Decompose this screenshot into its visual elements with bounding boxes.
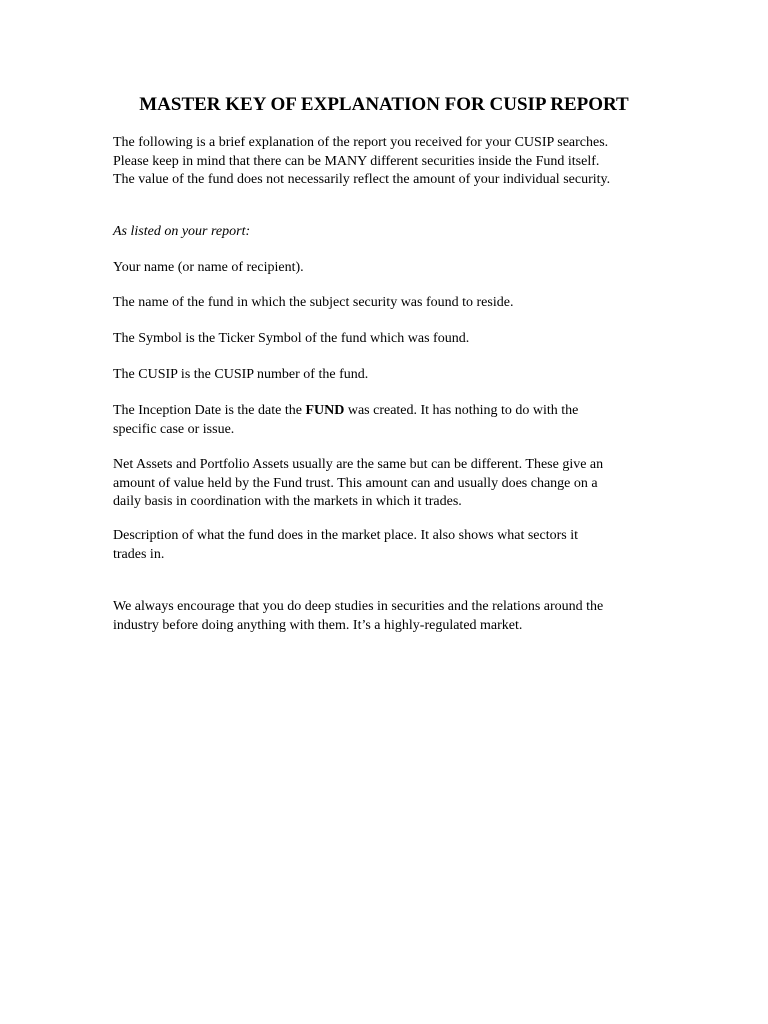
intro-line: The following is a brief explanation of the report you received for your CUSIP searches. bbox=[113, 135, 609, 150]
item-fund-name: The name of the fund in which the subject security was found to reside. bbox=[113, 295, 514, 310]
assets-line: Net Assets and Portfolio Assets usually are the same but can be different. These give an bbox=[113, 457, 604, 472]
description-line: Description of what the fund does in the market place. It also shows what sectors it bbox=[113, 528, 578, 543]
inception-text-pre: The Inception Date is the date the bbox=[113, 403, 306, 418]
description-line: trades in. bbox=[113, 546, 165, 562]
item-description bbox=[113, 527, 673, 564]
item-symbol: The Symbol is the Ticker Symbol of the fund which was found. bbox=[113, 331, 470, 346]
item-assets bbox=[113, 456, 673, 512]
assets-line: daily basis in coordination with the markets in which it trades. bbox=[113, 494, 462, 509]
item-inception-date bbox=[113, 402, 673, 439]
listed-label: As listed on your report: bbox=[113, 224, 251, 239]
item-recipient-name: Your name (or name of recipient). bbox=[113, 260, 304, 275]
assets-line: amount of value held by the Fund trust. This amount can and usually does change on a bbox=[113, 475, 598, 491]
intro-line: The value of the fund does not necessarily reflect the amount of your individual security. bbox=[113, 172, 611, 187]
closing-line: We always encourage that you do deep studies in securities and the relations around the bbox=[113, 599, 604, 614]
closing-paragraph bbox=[113, 598, 673, 635]
closing-line: industry before doing anything with them. It’s a highly-regulated market. bbox=[113, 617, 523, 633]
intro-line: Please keep in mind that there can be MANY different securities inside the Fund itself. bbox=[113, 153, 600, 169]
inception-line-2: specific case or issue. bbox=[113, 421, 235, 437]
document-title: MASTER KEY OF EXPLANATION FOR CUSIP REPORT bbox=[139, 94, 629, 115]
inception-text-bold: FUND bbox=[305, 403, 345, 418]
item-cusip: The CUSIP is the CUSIP number of the fund. bbox=[113, 367, 369, 382]
intro-paragraph bbox=[113, 134, 673, 190]
inception-text-post: was created. It has nothing to do with the bbox=[344, 403, 579, 418]
inception-line-1 bbox=[113, 402, 673, 421]
